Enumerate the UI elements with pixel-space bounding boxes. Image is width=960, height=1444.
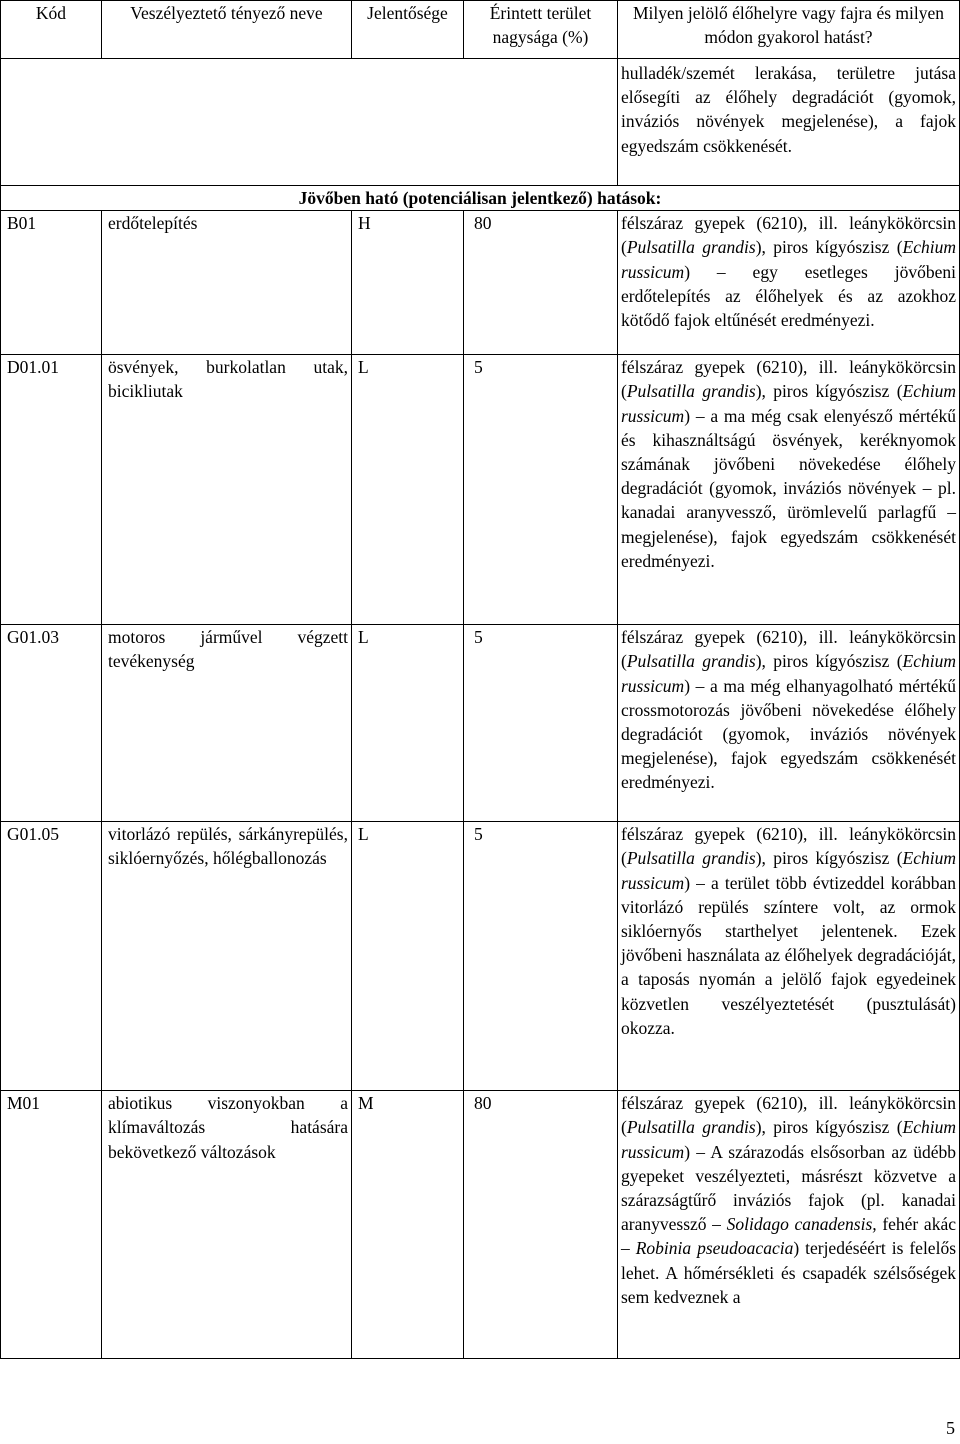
table-row (1, 1091, 960, 1359)
row-significance: H (352, 211, 464, 355)
continuation-text: hulladék/szemét lerakása, területre jutása elősegíti az élőhely degradációt (gyomok, inváziós növények megjelenése), a fajok egyedszám csökkenését. (618, 59, 960, 186)
row-code: M01 (1, 1091, 102, 1359)
row-significance: L (352, 355, 464, 625)
row-code: G01.05 (1, 822, 102, 1091)
continuation-row (1, 59, 960, 186)
table-row (1, 822, 960, 1091)
row-code: B01 (1, 211, 102, 355)
row-effect: félszáraz gyepek (6210), ill. leánykökörcsin (Pulsatilla grandis), piros kígyószisz (Echium russicum) – a ma még elhanyagolható mértékű crossmotorozás jövőbeni növekedése élőhely degradációt (gyomok, inváziós növények megjelenése), fajok egyedszám csökkenését eredményezi. (618, 625, 960, 822)
row-area: 80 (464, 1091, 618, 1359)
header-significance: Jelentősége (352, 1, 464, 59)
table-row (1, 211, 960, 355)
row-effect: félszáraz gyepek (6210), ill. leánykökörcsin (Pulsatilla grandis), piros kígyószisz (Echium russicum) – egy esetleges jövőbeni erdőtelepítés az élőhelyek és az azokhoz kötődő fajok eltűnését eredményezi. (618, 211, 960, 355)
row-area: 5 (464, 822, 618, 1091)
row-area: 80 (464, 211, 618, 355)
table-row (1, 625, 960, 822)
section-row (1, 186, 960, 211)
header-name: Veszélyeztető tényező neve (102, 1, 352, 59)
section-title: Jövőben ható (potenciálisan jelentkező) hatások: (1, 186, 960, 211)
header-area: Érintett terület nagysága (%) (464, 1, 618, 59)
row-name: abiotikus viszonyokban a klímaváltozás hatására bekövetkező változások (102, 1091, 352, 1359)
continuation-blank (1, 59, 618, 186)
row-effect: félszáraz gyepek (6210), ill. leánykökörcsin (Pulsatilla grandis), piros kígyószisz (Echium russicum) – a terület több évtizeddel korábban vitorlázó repülés színtere volt, az ormok siklóernyős starthelyet jelentenek. Ezek jövőbeni használata az élőhelyek degradációját, a taposás nyomán a jelölő fajok egyedeinek közvetlen veszélyeztetését (pusztulását) okozza. (618, 822, 960, 1091)
row-code: G01.03 (1, 625, 102, 822)
header-effect: Milyen jelölő élőhelyre vagy fajra és milyen módon gyakorol hatást? (618, 1, 960, 59)
row-significance: L (352, 822, 464, 1091)
row-name: erdőtelepítés (102, 211, 352, 355)
page-number: 5 (946, 1418, 955, 1438)
row-name: vitorlázó repülés, sárkányrepülés, siklóernyőzés, hőlégballonozás (102, 822, 352, 1091)
row-area: 5 (464, 355, 618, 625)
row-code: D01.01 (1, 355, 102, 625)
row-name: motoros járművel végzett tevékenység (102, 625, 352, 822)
table-row (1, 355, 960, 625)
header-row (1, 1, 960, 59)
row-significance: L (352, 625, 464, 822)
header-code: Kód (1, 1, 102, 59)
row-effect: félszáraz gyepek (6210), ill. leánykökörcsin (Pulsatilla grandis), piros kígyószisz (Echium russicum) – A szárazodás elsősorban az üdébb gyepeket veszélyezteti, másrészt közvetve a szárazságtűrő inváziós fajok (pl. kanadai aranyvessző – Solidago canadensis, fehér akác – Robinia pseudoacacia) terjedéséért is felelős lehet. A hőmérsékleti és csapadék szélsőségek sem kedveznek a (618, 1091, 960, 1359)
row-effect: félszáraz gyepek (6210), ill. leánykökörcsin (Pulsatilla grandis), piros kígyószisz (Echium russicum) – a ma még csak elenyésző mértékű és kihasználtságú ösvények, keréknyomok számának jövőbeni növekedése élőhely degradációt (gyomok, inváziós növények – pl. kanadai aranyvessző, ürömlevelű parlagfű – megjelenése), fajok egyedszám csökkenését eredményezi. (618, 355, 960, 625)
row-area: 5 (464, 625, 618, 822)
row-significance: M (352, 1091, 464, 1359)
row-name: ösvények, burkolatlan utak, bicikliutak (102, 355, 352, 625)
